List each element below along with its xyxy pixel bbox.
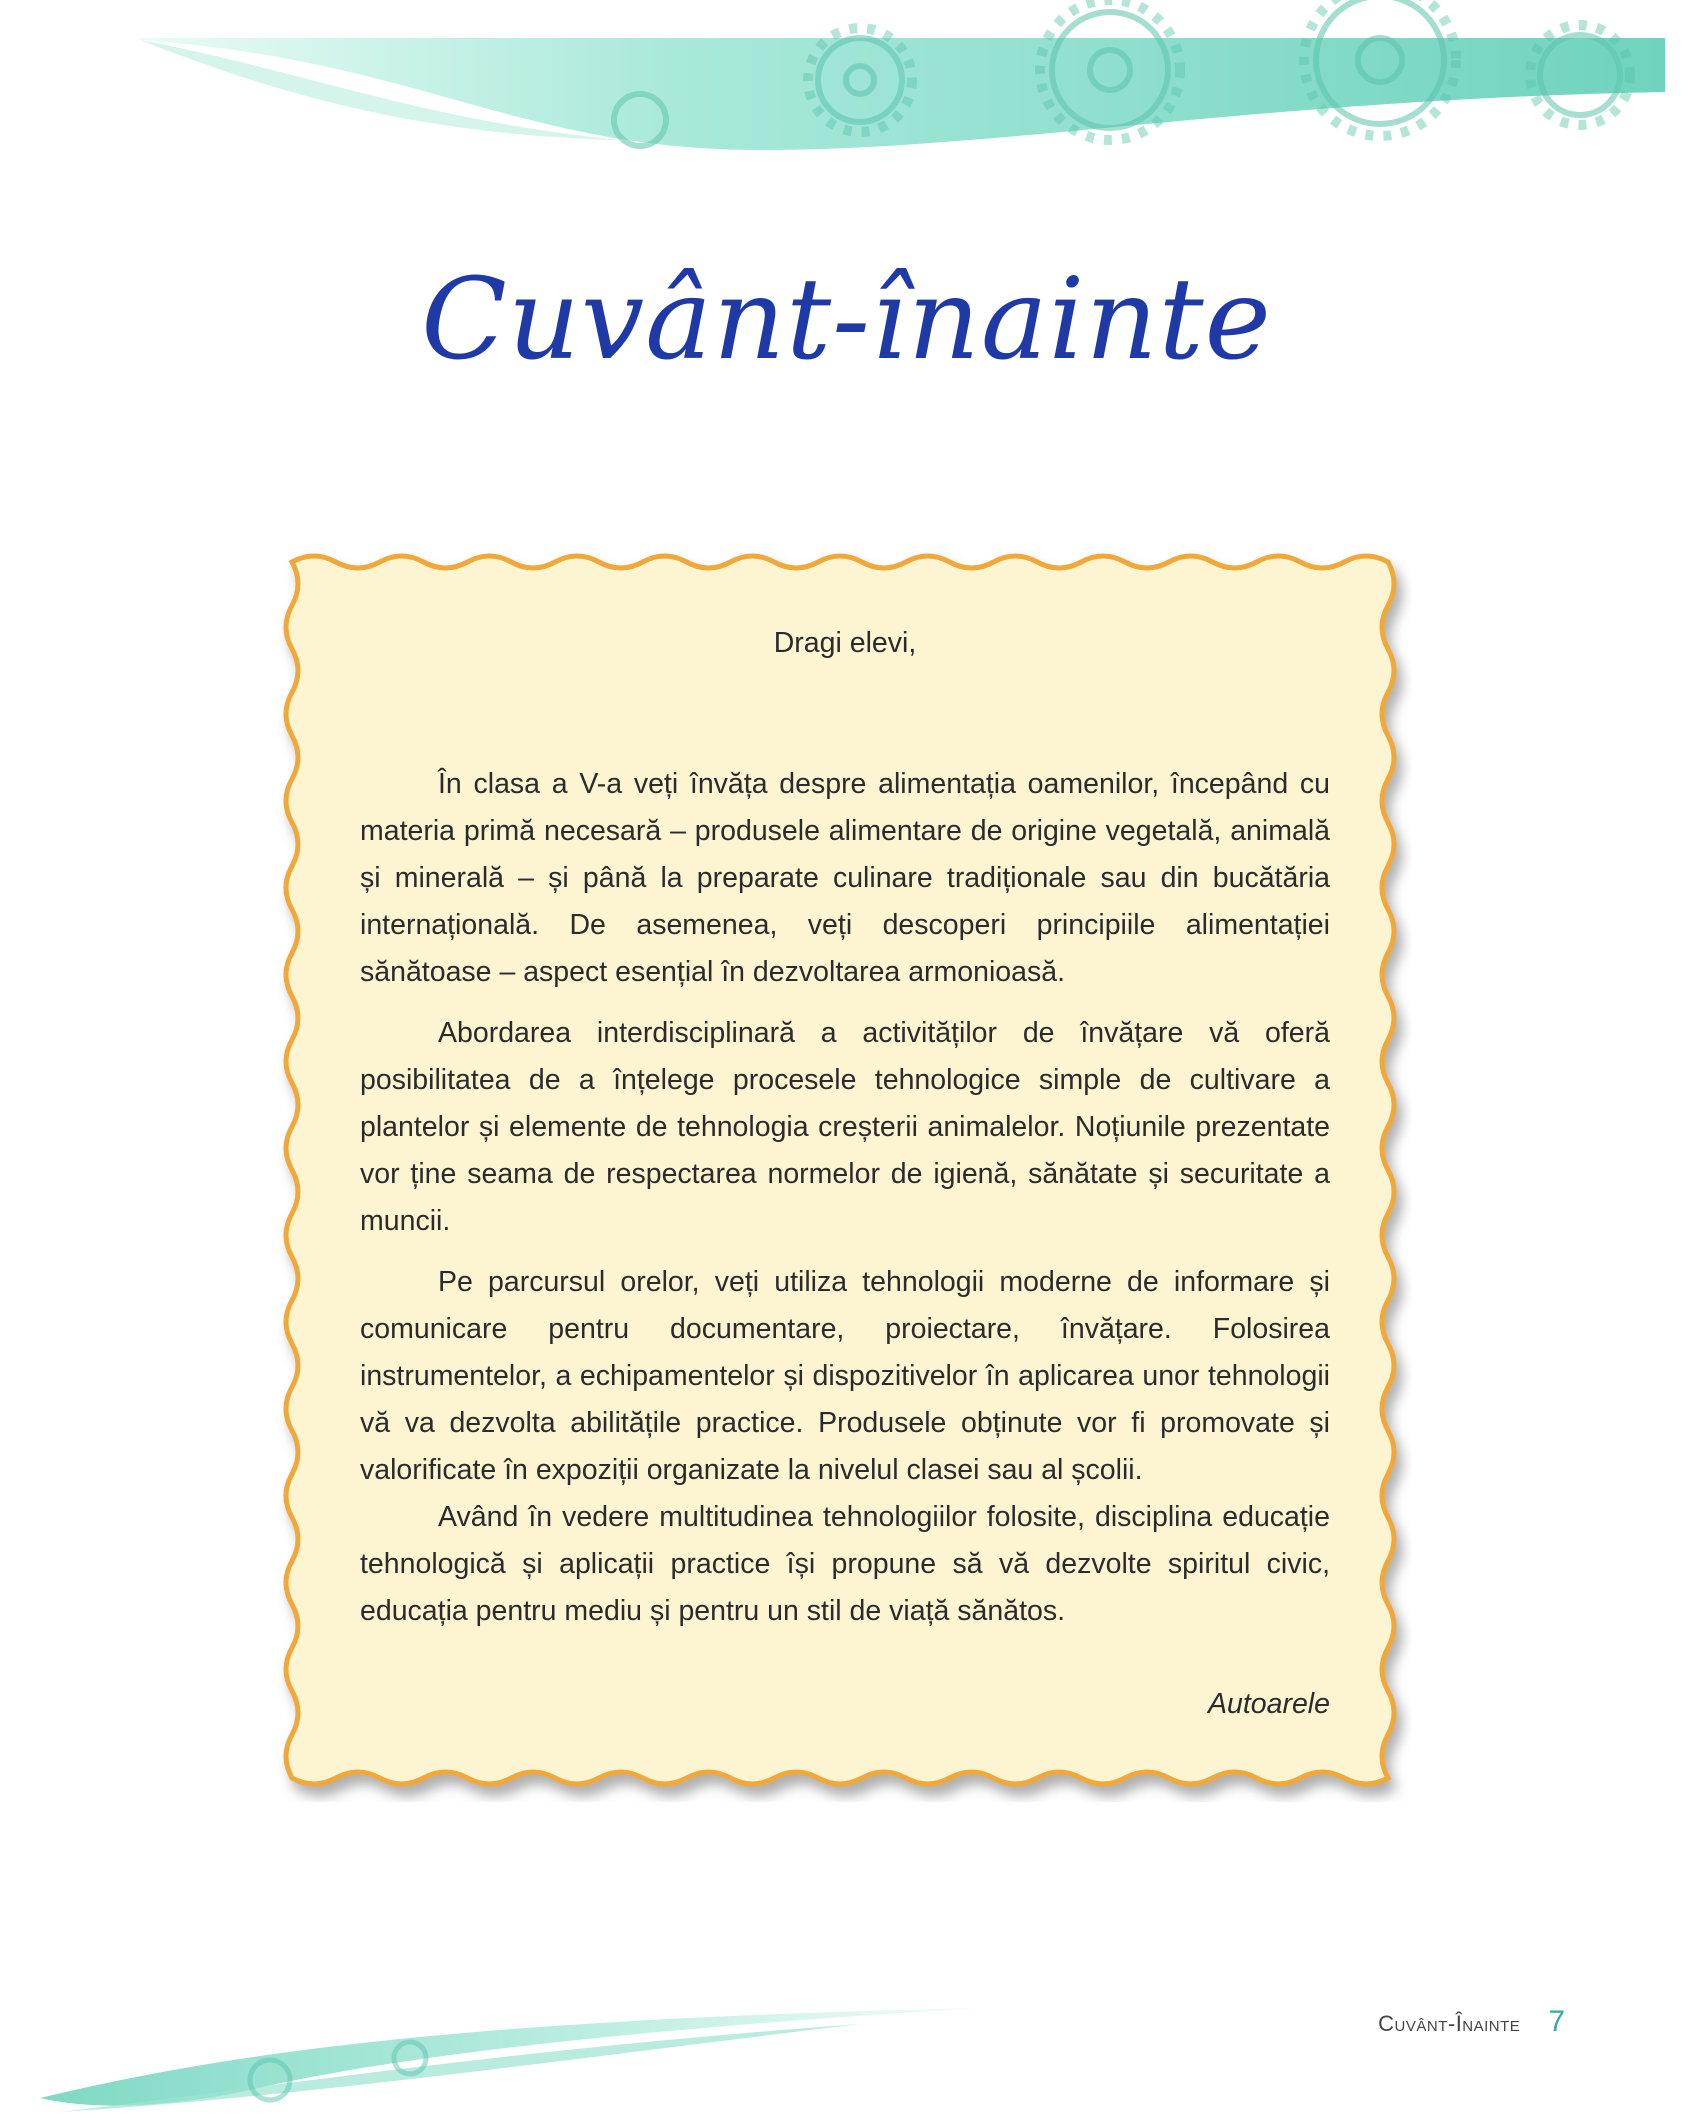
bottom-teal-banner <box>0 1980 1693 2126</box>
paragraph-1: În clasa a V-a veți învăța despre alimentația oamenilor, începând cu materia primă necesară – produsele alimentare de origine vegetală, animală și minerală – și până la preparate culinare tradiționale sau din bucătăria internațională. De asemenea, veți descoperi principiile alimentației sănătoase – aspect esențial în dezvoltarea armonioasă. <box>360 768 1330 988</box>
signature: Autoarele <box>1207 1688 1330 1720</box>
paragraph-4: Având în vedere multitudinea tehnologiilor folosite, disciplina educație tehnologică și aplicații practice își propune să vă dezvolte spiritul civic, educația pentru mediu și pentru un stil de viață sănătos. <box>360 1501 1330 1627</box>
page-footer <box>1378 2005 1565 2039</box>
top-gears-banner <box>0 0 1693 170</box>
paragraph-2: Abordarea interdisciplinară a activităților de învățare vă oferă posibilitatea de a înțelege procesele tehnologice simple de cultivare a plantelor și elemente de tehnologia creșterii animalelor. Noțiunile prezentate vor ține seama de respectarea normelor de igienă, sănătate și securitate a muncii. <box>360 1017 1330 1237</box>
greeting: Dragi elevi, <box>773 627 917 659</box>
letter-content <box>360 620 1330 1757</box>
footer-chapter-label: Cuvânt-Înainte <box>1378 2011 1521 2036</box>
page-number: 7 <box>1548 2005 1565 2038</box>
paragraph-3: Pe parcursul orelor, veți utiliza tehnologii moderne de informare și comunicare pentru documentare, proiectare, învățare. Folosirea instrumentelor, a echipamentelor și dispozitivelor în aplicarea unor tehnologii vă va dezvolta abilitățile practice. Produsele obținute vor fi promovate și valorificate în expoziții organizate la nivelul clasei sau al școlii. <box>360 1266 1330 1486</box>
page-title: Cuvânt-înainte <box>421 255 1272 385</box>
